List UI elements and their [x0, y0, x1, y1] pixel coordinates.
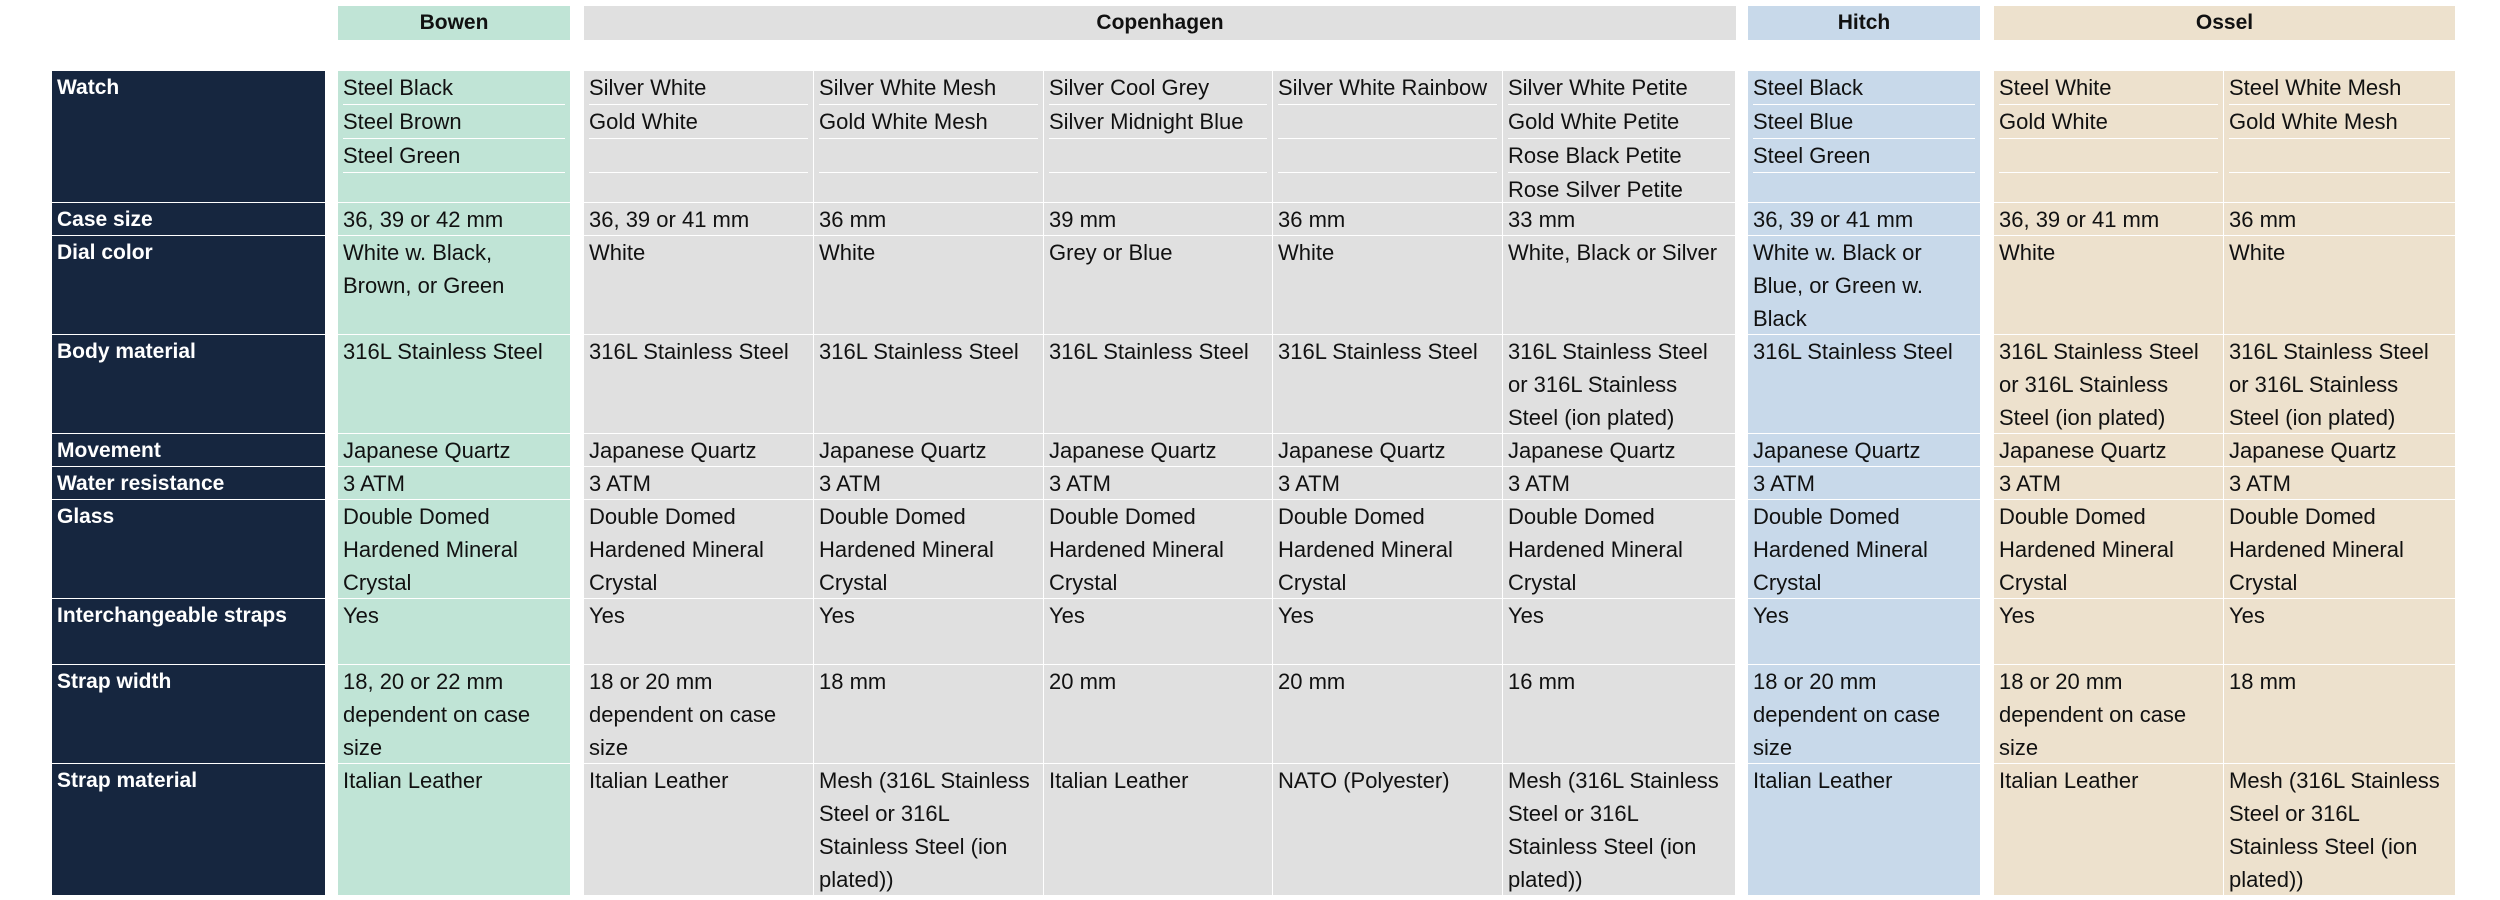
cell-body-material: [338, 335, 570, 434]
watch-model: Silver White Rainbow: [1278, 75, 1488, 100]
cell-line: Stainless Steel (ion: [819, 834, 1008, 859]
cell-interchangeable-straps: [814, 599, 1044, 665]
cell-line: White: [589, 240, 646, 265]
cell-line: Blue, or Green w.: [1753, 273, 1923, 298]
cell-value: Yes: [343, 603, 379, 628]
cell-line: 20 mm: [1278, 669, 1346, 694]
cell-case-size: [814, 203, 1044, 236]
cell-line: size: [1999, 735, 2039, 760]
cell-body-material: [1994, 335, 2224, 434]
cell-water-resistance: [584, 467, 814, 500]
cell-value: 36, 39 or 41 mm: [1753, 207, 1914, 232]
cell-line: Crystal: [1278, 570, 1347, 595]
watch-model: [1278, 104, 1497, 138]
cell-line: White: [1999, 240, 2056, 265]
cell-case-size: [1044, 203, 1273, 236]
cell-value: 3 ATM: [2229, 471, 2291, 496]
cell-body-material: [1503, 335, 1735, 434]
cell-line: Hardened Mineral: [1753, 537, 1928, 562]
cell-value: Yes: [819, 603, 855, 628]
cell-line: 18 mm: [819, 669, 887, 694]
cell-line: dependent on case: [1999, 702, 2187, 727]
cell-case-size: [1273, 203, 1503, 236]
cell-dial-color: [338, 236, 570, 335]
watch-model: Gold White: [589, 104, 808, 138]
cell-body-material: [1044, 335, 1273, 434]
cell-value: Japanese Quartz: [1508, 438, 1676, 463]
watch-model: Steel Green: [1753, 138, 1975, 172]
cell-line: Italian Leather: [1753, 768, 1893, 793]
cell-glass: [1994, 500, 2224, 599]
cell-body-material: [1748, 335, 1980, 434]
cell-movement: [814, 434, 1044, 467]
cell-body-material: [584, 335, 814, 434]
cell-line: White: [819, 240, 876, 265]
row-header-strap-width: Strap width: [52, 665, 325, 764]
watch-model: [819, 172, 1038, 203]
row-header-case-size: Case size: [52, 203, 325, 236]
cell-value: 3 ATM: [1753, 471, 1815, 496]
cell-line: Hardened Mineral: [1508, 537, 1683, 562]
cell-line: Hardened Mineral: [343, 537, 518, 562]
cell-line: Double Domed: [343, 504, 490, 529]
cell-value: Yes: [1999, 603, 2035, 628]
cell-line: size: [589, 735, 629, 760]
cell-strap-material: [1044, 764, 1273, 896]
cell-interchangeable-straps: [1748, 599, 1980, 665]
cell-watch: [1503, 71, 1735, 203]
cell-line: 316L Stainless Steel: [1049, 339, 1249, 364]
cell-interchangeable-straps: [584, 599, 814, 665]
watch-model: [1753, 172, 1975, 203]
cell-case-size: [1503, 203, 1735, 236]
watch-model: Silver White Petite: [1508, 75, 1688, 100]
cell-line: Hardened Mineral: [1049, 537, 1224, 562]
cell-value: 33 mm: [1508, 207, 1576, 232]
cell-interchangeable-straps: [338, 599, 570, 665]
cell-dial-color: [814, 236, 1044, 335]
cell-line: 18, 20 or 22 mm: [343, 669, 504, 694]
cell-line: Brown, or Green: [343, 273, 505, 298]
cell-value: 3 ATM: [1999, 471, 2061, 496]
cell-value: Japanese Quartz: [1278, 438, 1446, 463]
cell-watch: [584, 71, 814, 203]
cell-value: 3 ATM: [1278, 471, 1340, 496]
cell-watch: [338, 71, 570, 203]
watch-model: Steel Blue: [1753, 104, 1975, 138]
watch-model: [1049, 138, 1267, 172]
cell-line: size: [343, 735, 383, 760]
row-header-watch: Watch: [52, 71, 325, 203]
cell-line: 316L Stainless Steel: [343, 339, 543, 364]
cell-strap-material: [814, 764, 1044, 896]
cell-line: Black: [1753, 306, 1807, 331]
cell-movement: [2224, 434, 2455, 467]
cell-line: plated)): [819, 867, 894, 892]
cell-movement: [584, 434, 814, 467]
cell-line: Hardened Mineral: [1999, 537, 2174, 562]
watch-model: Steel Brown: [343, 104, 565, 138]
cell-line: or 316L Stainless: [1999, 372, 2169, 397]
cell-value: Japanese Quartz: [589, 438, 757, 463]
cell-water-resistance: [1994, 467, 2224, 500]
cell-line: Steel or 316L: [819, 801, 950, 826]
cell-strap-width: [2224, 665, 2455, 764]
cell-strap-width: [1044, 665, 1273, 764]
brand-header-ossel: Ossel: [1994, 6, 2455, 40]
cell-value: 39 mm: [1049, 207, 1117, 232]
cell-line: White, Black or Silver: [1508, 240, 1718, 265]
cell-value: Japanese Quartz: [1753, 438, 1921, 463]
cell-line: Crystal: [1753, 570, 1822, 595]
brand-header-copenhagen: Copenhagen: [584, 6, 1736, 40]
cell-line: Mesh (316L Stainless: [819, 768, 1030, 793]
row-header-water-resistance: Water resistance: [52, 467, 325, 500]
cell-water-resistance: [1748, 467, 1980, 500]
watch-model: Gold White: [1999, 104, 2218, 138]
watch-model: Steel Black: [1753, 75, 1864, 100]
brand-header-hitch: Hitch: [1748, 6, 1980, 40]
cell-strap-material: [1994, 764, 2224, 896]
cell-line: Hardened Mineral: [1278, 537, 1453, 562]
cell-line: Crystal: [1508, 570, 1577, 595]
cell-strap-width: [1748, 665, 1980, 764]
cell-water-resistance: [814, 467, 1044, 500]
cell-strap-width: [1503, 665, 1735, 764]
cell-line: dependent on case: [589, 702, 777, 727]
cell-value: Yes: [1753, 603, 1789, 628]
cell-value: 36, 39 or 41 mm: [1999, 207, 2160, 232]
cell-line: 316L Stainless Steel: [1999, 339, 2199, 364]
watch-model: Gold White Petite: [1508, 104, 1730, 138]
cell-line: Double Domed: [1049, 504, 1196, 529]
watch-model: Steel White: [1999, 75, 2112, 100]
cell-line: Steel (ion plated): [1508, 405, 1675, 430]
cell-line: Double Domed: [589, 504, 736, 529]
cell-strap-material: [584, 764, 814, 896]
cell-strap-material: [1273, 764, 1503, 896]
cell-line: Grey or Blue: [1049, 240, 1173, 265]
cell-line: Double Domed: [819, 504, 966, 529]
cell-watch: [2224, 71, 2455, 203]
cell-value: Yes: [1508, 603, 1544, 628]
cell-line: Crystal: [819, 570, 888, 595]
cell-line: Crystal: [589, 570, 658, 595]
cell-value: 3 ATM: [1508, 471, 1570, 496]
cell-line: size: [1753, 735, 1793, 760]
cell-line: Hardened Mineral: [589, 537, 764, 562]
cell-line: 316L Stainless Steel: [589, 339, 789, 364]
watch-model: Steel Green: [343, 138, 565, 172]
cell-dial-color: [2224, 236, 2455, 335]
cell-line: 18 or 20 mm: [1999, 669, 2123, 694]
cell-value: Yes: [1049, 603, 1085, 628]
cell-strap-width: [1994, 665, 2224, 764]
watch-model: Silver White: [589, 75, 707, 100]
cell-line: Hardened Mineral: [2229, 537, 2404, 562]
watch-model: [819, 138, 1038, 172]
cell-line: or 316L Stainless: [2229, 372, 2399, 397]
cell-movement: [1044, 434, 1273, 467]
cell-line: Stainless Steel (ion: [1508, 834, 1697, 859]
cell-line: 316L Stainless Steel: [1753, 339, 1953, 364]
watch-model: Steel White Mesh: [2229, 75, 2402, 100]
cell-watch: [1273, 71, 1503, 203]
cell-line: White: [1278, 240, 1335, 265]
row-header-strap-material: Strap material: [52, 764, 325, 896]
cell-dial-color: [1994, 236, 2224, 335]
watch-model: [1999, 138, 2218, 172]
cell-line: 18 or 20 mm: [1753, 669, 1877, 694]
cell-line: Mesh (316L Stainless: [1508, 768, 1719, 793]
cell-line: White: [2229, 240, 2286, 265]
cell-line: 316L Stainless Steel: [1278, 339, 1478, 364]
cell-line: Crystal: [343, 570, 412, 595]
cell-line: Italian Leather: [343, 768, 483, 793]
cell-line: plated)): [2229, 867, 2304, 892]
cell-movement: [1273, 434, 1503, 467]
cell-value: 36 mm: [2229, 207, 2297, 232]
cell-movement: [338, 434, 570, 467]
cell-watch: [1044, 71, 1273, 203]
cell-line: NATO (Polyester): [1278, 768, 1450, 793]
cell-strap-material: [338, 764, 570, 896]
cell-value: Japanese Quartz: [1999, 438, 2167, 463]
cell-value: 3 ATM: [343, 471, 405, 496]
cell-value: 36 mm: [819, 207, 887, 232]
cell-value: 3 ATM: [589, 471, 651, 496]
cell-value: Yes: [589, 603, 625, 628]
cell-glass: [1273, 500, 1503, 599]
cell-dial-color: [584, 236, 814, 335]
cell-water-resistance: [1044, 467, 1273, 500]
watch-model: [2229, 172, 2450, 203]
cell-interchangeable-straps: [1044, 599, 1273, 665]
cell-line: Italian Leather: [1049, 768, 1189, 793]
cell-line: 316L Stainless Steel: [819, 339, 1019, 364]
cell-line: 18 mm: [2229, 669, 2297, 694]
cell-case-size: [2224, 203, 2455, 236]
cell-strap-width: [338, 665, 570, 764]
watch-model: Silver Cool Grey: [1049, 75, 1210, 100]
cell-value: 3 ATM: [1049, 471, 1111, 496]
cell-line: Italian Leather: [1999, 768, 2139, 793]
cell-strap-material: [2224, 764, 2455, 896]
watch-model: [589, 172, 808, 203]
cell-interchangeable-straps: [1273, 599, 1503, 665]
cell-value: Japanese Quartz: [2229, 438, 2397, 463]
cell-line: dependent on case: [1753, 702, 1941, 727]
cell-movement: [1748, 434, 1980, 467]
cell-line: 18 or 20 mm: [589, 669, 713, 694]
cell-movement: [1994, 434, 2224, 467]
cell-body-material: [1273, 335, 1503, 434]
cell-line: Mesh (316L Stainless: [2229, 768, 2440, 793]
cell-line: 20 mm: [1049, 669, 1117, 694]
cell-line: Double Domed: [1508, 504, 1655, 529]
cell-interchangeable-straps: [2224, 599, 2455, 665]
watch-model: [343, 172, 565, 203]
cell-body-material: [2224, 335, 2455, 434]
cell-value: Yes: [2229, 603, 2265, 628]
cell-value: Japanese Quartz: [343, 438, 511, 463]
cell-line: Double Domed: [1999, 504, 2146, 529]
cell-glass: [1748, 500, 1980, 599]
cell-line: White w. Black,: [343, 240, 493, 265]
cell-strap-material: [1503, 764, 1735, 896]
cell-value: 36, 39 or 42 mm: [343, 207, 504, 232]
cell-watch: [814, 71, 1044, 203]
cell-interchangeable-straps: [1503, 599, 1735, 665]
cell-line: Hardened Mineral: [819, 537, 994, 562]
cell-line: Double Domed: [1753, 504, 1900, 529]
cell-glass: [338, 500, 570, 599]
cell-line: 16 mm: [1508, 669, 1576, 694]
watch-model: [1049, 172, 1267, 203]
cell-strap-width: [814, 665, 1044, 764]
cell-value: Japanese Quartz: [819, 438, 987, 463]
cell-water-resistance: [338, 467, 570, 500]
cell-line: 316L Stainless Steel: [1508, 339, 1708, 364]
cell-line: Crystal: [1049, 570, 1118, 595]
cell-line: Double Domed: [2229, 504, 2376, 529]
watch-model: [1278, 138, 1497, 172]
cell-line: 316L Stainless Steel: [2229, 339, 2429, 364]
row-header-body-material: Body material: [52, 335, 325, 434]
cell-case-size: [338, 203, 570, 236]
cell-value: 3 ATM: [819, 471, 881, 496]
watch-model: [2229, 138, 2450, 172]
cell-case-size: [1748, 203, 1980, 236]
cell-watch: [1748, 71, 1980, 203]
cell-interchangeable-straps: [1994, 599, 2224, 665]
cell-line: Italian Leather: [589, 768, 729, 793]
cell-movement: [1503, 434, 1735, 467]
cell-glass: [814, 500, 1044, 599]
cell-line: Steel (ion plated): [1999, 405, 2166, 430]
cell-line: or 316L Stainless: [1508, 372, 1678, 397]
cell-glass: [584, 500, 814, 599]
row-header-movement: Movement: [52, 434, 325, 467]
cell-line: Double Domed: [1278, 504, 1425, 529]
watch-model: Silver Midnight Blue: [1049, 104, 1267, 138]
cell-water-resistance: [2224, 467, 2455, 500]
cell-line: White w. Black or: [1753, 240, 1922, 265]
cell-value: Japanese Quartz: [1049, 438, 1217, 463]
cell-strap-width: [584, 665, 814, 764]
watch-model: Gold White Mesh: [2229, 104, 2450, 138]
watch-model: [589, 138, 808, 172]
cell-case-size: [584, 203, 814, 236]
cell-body-material: [814, 335, 1044, 434]
cell-line: Crystal: [2229, 570, 2298, 595]
cell-water-resistance: [1503, 467, 1735, 500]
cell-line: dependent on case: [343, 702, 531, 727]
watch-model: Steel Black: [343, 75, 454, 100]
cell-line: Steel (ion plated): [2229, 405, 2396, 430]
cell-line: Crystal: [1999, 570, 2068, 595]
cell-line: plated)): [1508, 867, 1583, 892]
watch-model: Silver White Mesh: [819, 75, 997, 100]
brand-header-bowen: Bowen: [338, 6, 570, 40]
cell-value: 36 mm: [1278, 207, 1346, 232]
cell-case-size: [1994, 203, 2224, 236]
cell-glass: [1503, 500, 1735, 599]
cell-strap-material: [1748, 764, 1980, 896]
row-header-interchangeable-straps: Interchangeable straps: [52, 599, 325, 665]
cell-value: Yes: [1278, 603, 1314, 628]
watch-model: Rose Silver Petite: [1508, 172, 1730, 203]
cell-glass: [2224, 500, 2455, 599]
cell-dial-color: [1273, 236, 1503, 335]
cell-line: Stainless Steel (ion: [2229, 834, 2418, 859]
cell-dial-color: [1748, 236, 1980, 335]
cell-dial-color: [1044, 236, 1273, 335]
cell-watch: [1994, 71, 2224, 203]
watch-model: [1999, 172, 2218, 203]
row-header-glass: Glass: [52, 500, 325, 599]
cell-value: 36, 39 or 41 mm: [589, 207, 750, 232]
cell-water-resistance: [1273, 467, 1503, 500]
cell-dial-color: [1503, 236, 1735, 335]
watch-model: Rose Black Petite: [1508, 138, 1730, 172]
cell-line: Steel or 316L: [2229, 801, 2360, 826]
row-header-dial-color: Dial color: [52, 236, 325, 335]
watch-model: Gold White Mesh: [819, 104, 1038, 138]
watch-model: [1278, 172, 1497, 203]
cell-strap-width: [1273, 665, 1503, 764]
cell-glass: [1044, 500, 1273, 599]
cell-line: Steel or 316L: [1508, 801, 1639, 826]
